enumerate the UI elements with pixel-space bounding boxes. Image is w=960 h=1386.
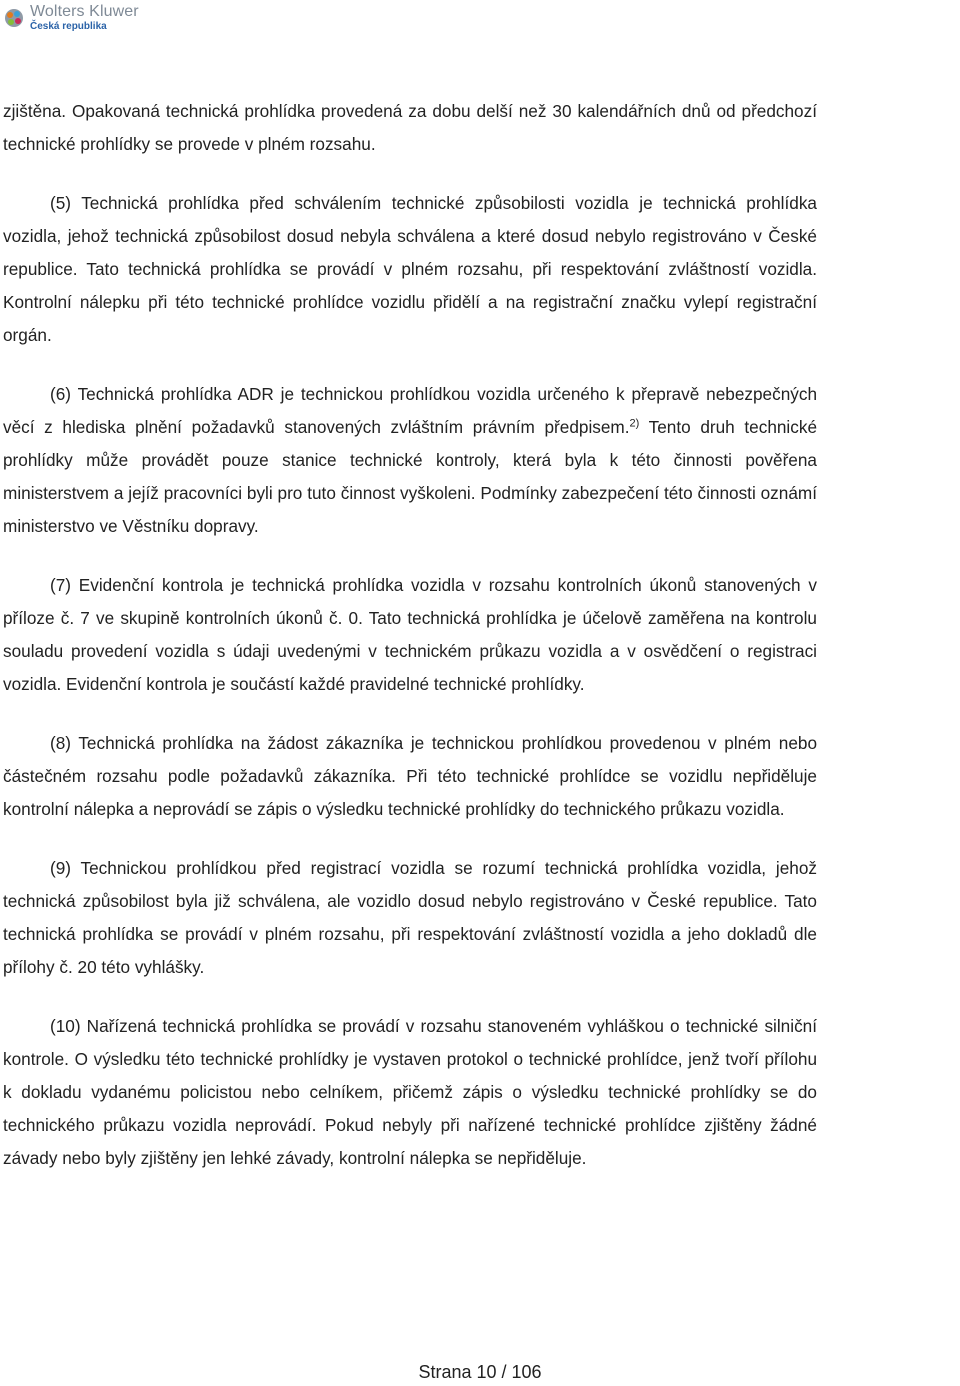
paragraph-continuation: zjištěna. Opakovaná technická prohlídka provedená za dobu delší než 30 kalendářních dnů od předchozí technické prohlídky se provede v plném rozsahu. [3, 101, 817, 154]
logo-brand: Wolters Kluwer [30, 3, 139, 20]
paragraph-5: (5) Technická prohlídka před schválením technické způsobilosti vozidla je technická prohlídka vozidla, jehož technická způsobilost dosud nebyla schválena a které dosud nebylo registrováno v České republice. Tato technická prohlídka se provádí v plném rozsahu, při respektování zvláštností vozidla. Kontrolní nálepku při této technické prohlídce vozidlu přidělí a na registrační značku vylepí registrační orgán. [3, 193, 817, 345]
header-logo [4, 4, 139, 32]
paragraph-6-text-before: (6) Technická prohlídka ADR je technickou prohlídkou vozidla určeného k přepravě nebezpečných věcí z hlediska plnění požadavků stanovených zvláštním právním předpisem. [3, 384, 817, 437]
paragraph-10: (10) Nařízená technická prohlídka se provádí v rozsahu stanoveném vyhláškou o technické silniční kontrole. O výsledku této technické prohlídky je vystaven protokol o technické prohlídce, jenž tvoří přílohu k dokladu vydanému policistou nebo celníkem, přičemž zápis o výsledku technické prohlídky se do technického průkazu vozidla neprovádí. Pokud nebyly při nařízené technické prohlídce zjištěny žádné závady nebo byly zjištěny jen lehké závady, kontrolní nálepka se nepřiděluje. [3, 1016, 817, 1168]
paragraph-6 [3, 378, 817, 543]
logo-text [30, 4, 139, 32]
paragraph-9: (9) Technickou prohlídkou před registrací vozidla se rozumí technická prohlídka vozidla, jehož technická způsobilost byla již schválena, ale vozidlo dosud nebylo registrováno v České republice. Tato technická prohlídka se provádí v plném rozsahu, při respektování zvláštností vozidla a jeho dokladů dle přílohy č. 20 této vyhlášky. [3, 858, 817, 977]
page-number: Strana 10 / 106 [418, 1362, 542, 1382]
paragraph-7: (7) Evidenční kontrola je technická prohlídka vozidla v rozsahu kontrolních úkonů stanovených v příloze č. 7 ve skupině kontrolních úkonů č. 0. Tato technická prohlídka je účelově zaměřena na kontrolu souladu provedení vozidla s údaji uvedenými v technickém průkazu vozidla a v osvědčení o registraci vozidla. Evidenční kontrola je součástí každé pravidelné technické prohlídky. [3, 575, 817, 694]
wolters-kluwer-logo-icon [4, 8, 24, 28]
paragraph-8: (8) Technická prohlídka na žádost zákazníka je technickou prohlídkou provedenou v plném nebo částečném rozsahu podle požadavků zákazníka. Při této technické prohlídce se vozidlu nepřiděluje kontrolní nálepka a neprovádí se zápis o výsledku technické prohlídky do technického průkazu vozidla. [3, 733, 817, 819]
paragraph-6-text-after: Tento druh technické prohlídky může provádět pouze stanice technické kontroly, která byla k této činnosti pověřena ministerstvem a jejíž pracovníci byli pro tuto činnost vyškoleni. Podmínky zabezpečení této činnosti oznámí ministerstvo ve Věstníku dopravy. [3, 417, 817, 536]
footnote-reference[interactable]: 2) [629, 417, 640, 430]
logo-subtitle: Česká republika [30, 21, 107, 32]
document-body [3, 95, 817, 1201]
